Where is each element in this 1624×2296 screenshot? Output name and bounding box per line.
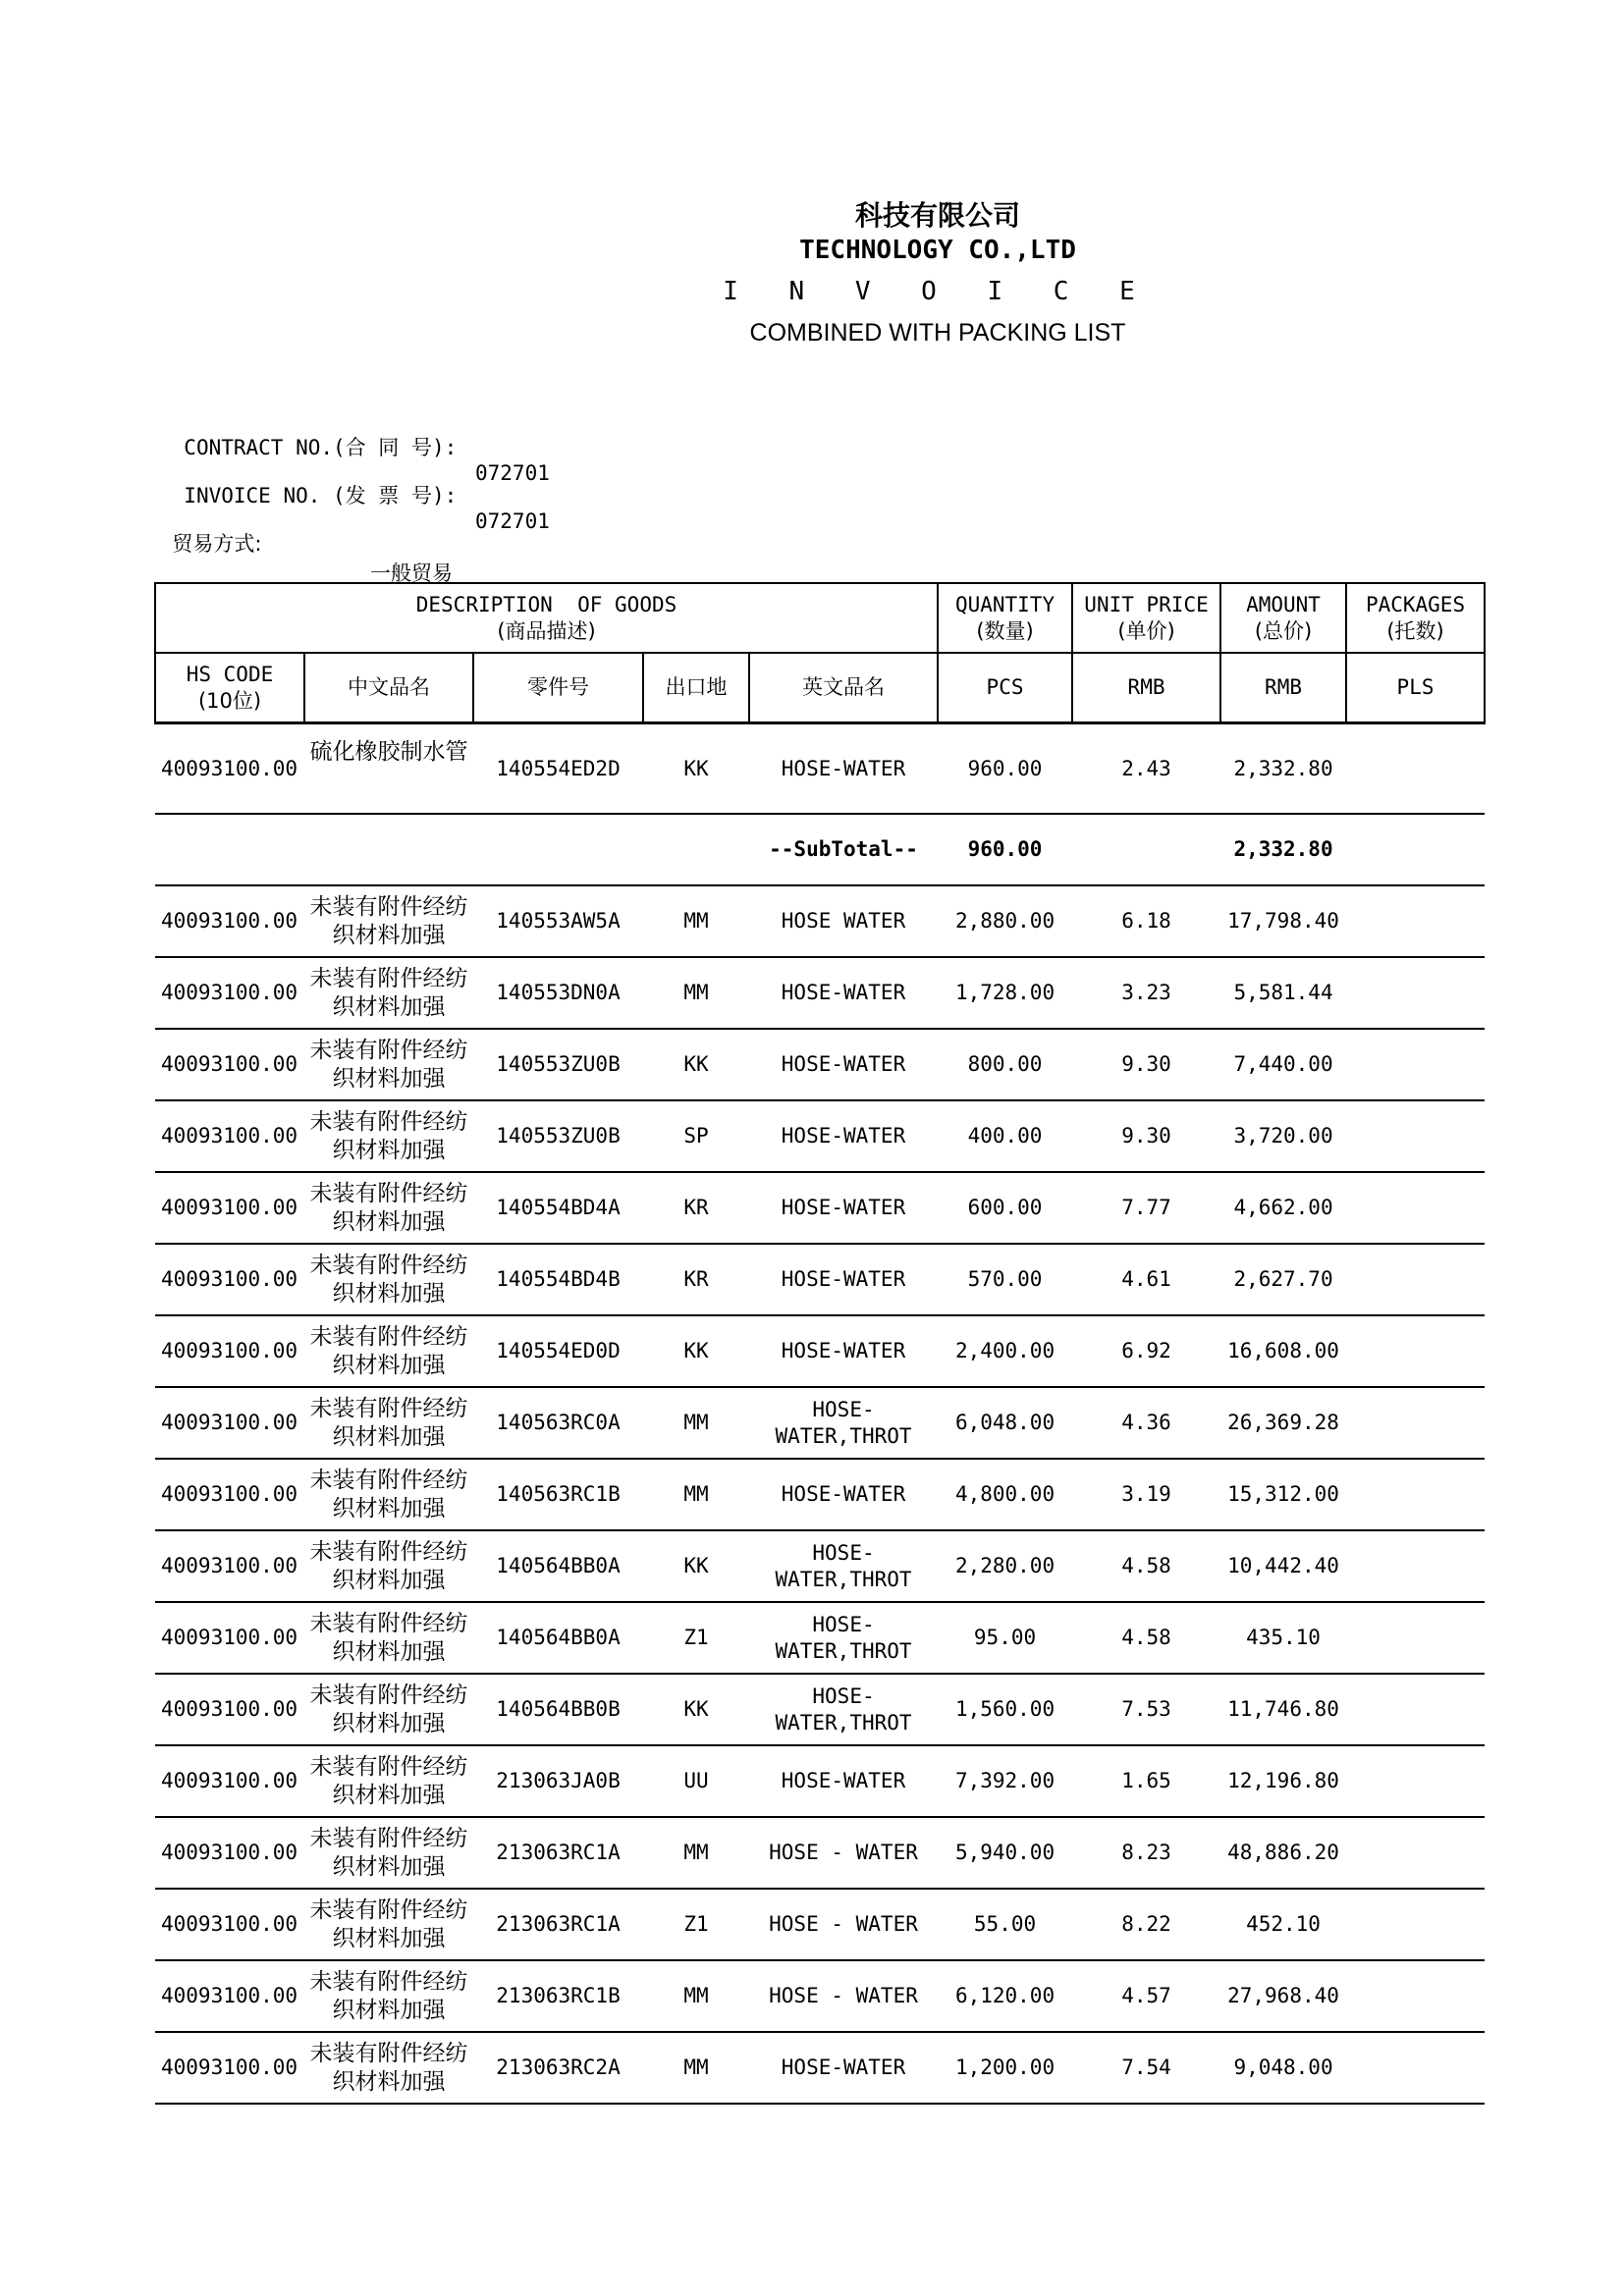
company-name-cn: 科技有限公司 [854,199,1020,232]
subtotal-row [155,814,1485,885]
unit-price-cell: 9.30 [1072,1029,1220,1100]
contract-value: 072701 [475,461,550,485]
cn-name-cell [304,723,473,815]
unit-price-cell: 4.36 [1072,1387,1220,1459]
invoice-value: 072701 [475,509,550,533]
packages-cell [1346,2032,1485,2104]
pcs-header: PCS [938,653,1072,723]
hs-code-cell: 40093100.00 [155,1315,304,1387]
hs-code-cell: 40093100.00 [155,1172,304,1244]
origin-cell: KK [643,1029,749,1100]
quantity-cell: 1,728.00 [938,957,1072,1029]
amount-cell: 48,886.20 [1220,1817,1346,1889]
cn-name-cell [304,1602,473,1674]
cn-name-cell [304,1459,473,1530]
cn-name-cell [304,1315,473,1387]
unit-price-cell: 3.23 [1072,957,1220,1029]
packages-cell [1346,957,1485,1029]
hs-code-cell: 40093100.00 [155,1602,304,1674]
table-row [155,957,1485,1029]
origin-cell: MM [643,1817,749,1889]
en-name-cell: HOSE WATER [749,885,938,957]
hs-code-cell: 40093100.00 [155,957,304,1029]
quantity-header [938,583,1072,653]
cn-name-text: 未装有附件经纺织材料加强 [309,1825,468,1880]
cn-name-cell [304,1960,473,2032]
part-no-cell: 213063RC1A [473,1817,643,1889]
table-header [155,583,1485,723]
part-no-cell: 140553AW5A [473,885,643,957]
subtotal-quantity: 960.00 [938,814,1072,885]
document-subtitle: COMBINED WITH PACKING LIST [749,319,1126,347]
cn-name-text: 未装有附件经纺织材料加强 [309,1180,468,1235]
hs-code-cell: 40093100.00 [155,1674,304,1745]
quantity-cell: 6,048.00 [938,1387,1072,1459]
amount-cell: 3,720.00 [1220,1100,1346,1172]
rmb-amount-header: RMB [1220,653,1346,723]
amount-cell: 11,746.80 [1220,1674,1346,1745]
quantity-cell: 960.00 [938,723,1072,815]
en-name-cell: HOSE-WATER [749,1459,938,1530]
cn-name-header: 中文品名 [304,653,473,723]
origin-cell: MM [643,2032,749,2104]
part-no-header: 零件号 [473,653,643,723]
cn-name-text: 未装有附件经纺织材料加强 [309,1467,468,1522]
part-no-cell: 140554BD4B [473,1244,643,1315]
trade-label: 贸易方式: [172,532,262,556]
invoice-table [154,582,1486,2105]
item-rows [155,885,1485,2104]
table-row [155,1602,1485,1674]
amount-cell: 435.10 [1220,1602,1346,1674]
cn-name-cell [304,1029,473,1100]
cn-name-cell [304,1172,473,1244]
en-name-cell: HOSE-WATER [749,723,938,815]
cn-name-cell [304,2032,473,2104]
quantity-cell: 4,800.00 [938,1459,1072,1530]
rmb-price-header: RMB [1072,653,1220,723]
part-no-cell: 140564BB0B [473,1674,643,1745]
en-name-cell: HOSE - WATER [749,1889,938,1960]
origin-header: 出口地 [643,653,749,723]
table-row [155,1674,1485,1745]
unit-price-cell: 7.77 [1072,1172,1220,1244]
origin-cell: SP [643,1100,749,1172]
quantity-cell: 1,200.00 [938,2032,1072,2104]
cn-name-text: 硫化橡胶制水管 [309,739,468,765]
unit-price-cell: 9.30 [1072,1100,1220,1172]
cn-name-cell [304,1244,473,1315]
hs-code-cell: 40093100.00 [155,723,304,815]
cn-name-text: 未装有附件经纺织材料加强 [309,2040,468,2095]
part-no-cell: 140563RC0A [473,1387,643,1459]
table-body [155,723,1485,886]
quantity-cell: 570.00 [938,1244,1072,1315]
hs-code-cell: 40093100.00 [155,1244,304,1315]
hs-code-label-cn: (10位) [197,688,262,713]
pls-header: PLS [1346,653,1485,723]
amount-cell: 27,968.40 [1220,1960,1346,2032]
unit-price-cell: 2.43 [1072,723,1220,815]
unit-price-cell: 1.65 [1072,1745,1220,1817]
hs-code-cell: 40093100.00 [155,1459,304,1530]
table-row [155,1889,1485,1960]
unit-price-header [1072,583,1220,653]
cn-name-text: 未装有附件经纺织材料加强 [309,1395,468,1450]
en-name-cell: HOSE-WATER,THROT [749,1602,938,1674]
packages-label-cn: (托数) [1386,618,1444,643]
unit-price-cell: 4.58 [1072,1530,1220,1602]
origin-cell: MM [643,1459,749,1530]
subtotal-label: --SubTotal-- [749,814,938,885]
quantity-cell: 5,940.00 [938,1817,1072,1889]
table-row [155,1172,1485,1244]
table-row [155,1745,1485,1817]
table-row [155,1315,1485,1387]
quantity-label-cn: (数量) [976,618,1034,643]
origin-cell: UU [643,1745,749,1817]
part-no-cell: 140553DN0A [473,957,643,1029]
quantity-cell: 7,392.00 [938,1745,1072,1817]
table-row [155,723,1485,815]
cn-name-text: 未装有附件经纺织材料加强 [309,1896,468,1951]
table-row [155,1459,1485,1530]
origin-cell: MM [643,957,749,1029]
table-row [155,1100,1485,1172]
quantity-cell: 1,560.00 [938,1674,1072,1745]
amount-cell: 17,798.40 [1220,885,1346,957]
origin-cell: KR [643,1244,749,1315]
part-no-cell: 140554BD4A [473,1172,643,1244]
unit-price-cell: 6.92 [1072,1315,1220,1387]
quantity-cell: 95.00 [938,1602,1072,1674]
part-no-cell: 213063JA0B [473,1745,643,1817]
hs-code-cell: 40093100.00 [155,1100,304,1172]
part-no-cell: 213063RC1B [473,1960,643,2032]
amount-label: AMOUNT [1246,592,1321,616]
packages-cell [1346,1029,1485,1100]
origin-cell: MM [643,1960,749,2032]
cn-name-text: 未装有附件经纺织材料加强 [309,1323,468,1378]
table-row [155,1530,1485,1602]
unit-price-cell: 8.23 [1072,1817,1220,1889]
en-name-cell: HOSE-WATER,THROT [749,1530,938,1602]
part-no-cell: 140554ED0D [473,1315,643,1387]
hs-code-cell: 40093100.00 [155,1960,304,2032]
en-name-cell: HOSE - WATER [749,1960,938,2032]
cn-name-cell [304,1100,473,1172]
en-name-cell: HOSE-WATER [749,1315,938,1387]
quantity-cell: 800.00 [938,1029,1072,1100]
cn-name-cell [304,957,473,1029]
en-name-cell: HOSE-WATER [749,1029,938,1100]
packages-cell [1346,1530,1485,1602]
unit-price-cell: 3.19 [1072,1459,1220,1530]
amount-cell: 2,627.70 [1220,1244,1346,1315]
en-name-cell: HOSE-WATER [749,1745,938,1817]
trade-mode [159,505,453,585]
unit-price-cell: 7.53 [1072,1674,1220,1745]
table-row [155,1960,1485,2032]
hs-code-cell: 40093100.00 [155,1745,304,1817]
description-header [155,583,938,653]
cn-name-text: 未装有附件经纺织材料加强 [309,1968,468,2023]
origin-cell: KR [643,1172,749,1244]
packages-label: PACKAGES [1365,592,1466,616]
part-no-cell: 140554ED2D [473,723,643,815]
invoice-label: INVOICE NO. (发 票 号): [184,484,458,507]
part-no-cell: 140553ZU0B [473,1029,643,1100]
en-name-header: 英文品名 [749,653,938,723]
quantity-cell: 2,400.00 [938,1315,1072,1387]
origin-cell: Z1 [643,1889,749,1960]
description-label-cn: (商品描述) [497,618,596,643]
cn-name-text: 未装有附件经纺织材料加强 [309,1037,468,1092]
hs-code-label: HS CODE [186,662,274,686]
part-no-cell: 213063RC2A [473,2032,643,2104]
packages-cell [1346,1100,1485,1172]
cn-name-cell [304,1387,473,1459]
amount-cell: 7,440.00 [1220,1029,1346,1100]
packages-header [1346,583,1485,653]
part-no-cell: 140553ZU0B [473,1100,643,1172]
origin-cell: MM [643,885,749,957]
quantity-cell: 400.00 [938,1100,1072,1172]
cn-name-text: 未装有附件经纺织材料加强 [309,1610,468,1665]
amount-cell: 16,608.00 [1220,1315,1346,1387]
quantity-cell: 6,120.00 [938,1960,1072,2032]
amount-cell: 5,581.44 [1220,957,1346,1029]
cn-name-cell [304,1889,473,1960]
cn-name-text: 未装有附件经纺织材料加强 [309,1538,468,1593]
amount-cell: 12,196.80 [1220,1745,1346,1817]
origin-cell: KK [643,1530,749,1602]
hs-code-cell: 40093100.00 [155,1029,304,1100]
part-no-cell: 213063RC1A [473,1889,643,1960]
en-name-cell: HOSE-WATER [749,2032,938,2104]
unit-price-label: UNIT PRICE [1084,592,1209,616]
subtotal-amount: 2,332.80 [1220,814,1346,885]
packages-cell [1346,1674,1485,1745]
quantity-cell: 2,280.00 [938,1530,1072,1602]
document-title: I N V O I C E [723,277,1153,306]
hs-code-cell: 40093100.00 [155,1817,304,1889]
en-name-cell: HOSE - WATER [749,1817,938,1889]
hs-code-cell: 40093100.00 [155,1889,304,1960]
packages-cell [1346,885,1485,957]
table-row [155,1029,1485,1100]
cn-name-cell [304,1817,473,1889]
origin-cell: MM [643,1387,749,1459]
origin-cell: KK [643,1315,749,1387]
en-name-cell: HOSE-WATER,THROT [749,1674,938,1745]
packages-cell [1346,723,1485,815]
amount-cell: 10,442.40 [1220,1530,1346,1602]
hs-code-cell: 40093100.00 [155,2032,304,2104]
cn-name-text: 未装有附件经纺织材料加强 [309,1682,468,1736]
packages-cell [1346,1960,1485,2032]
company-name-en: TECHNOLOGY CO.,LTD [799,236,1076,265]
part-no-cell: 140564BB0A [473,1530,643,1602]
packages-cell [1346,1602,1485,1674]
description-label: DESCRIPTION OF GOODS [415,592,677,616]
hs-code-header [155,653,304,723]
part-no-cell: 140564BB0A [473,1602,643,1674]
quantity-label: QUANTITY [954,592,1056,616]
origin-cell: KK [643,723,749,815]
hs-code-cell: 40093100.00 [155,1387,304,1459]
amount-label-cn: (总价) [1254,618,1313,643]
part-no-cell: 140563RC1B [473,1459,643,1530]
unit-price-cell: 4.58 [1072,1602,1220,1674]
quantity-cell: 600.00 [938,1172,1072,1244]
en-name-cell: HOSE-WATER,THROT [749,1387,938,1459]
en-name-cell: HOSE-WATER [749,1172,938,1244]
trade-value: 一般贸易 [370,561,453,585]
amount-cell: 15,312.00 [1220,1459,1346,1530]
cn-name-cell [304,1674,473,1745]
packages-cell [1346,1459,1485,1530]
table-row [155,2032,1485,2104]
table-row [155,1817,1485,1889]
cn-name-text: 未装有附件经纺织材料加强 [309,893,468,948]
cn-name-text: 未装有附件经纺织材料加强 [309,1753,468,1808]
quantity-cell: 55.00 [938,1889,1072,1960]
unit-price-cell: 8.22 [1072,1889,1220,1960]
unit-price-cell: 4.57 [1072,1960,1220,2032]
cn-name-cell [304,1530,473,1602]
en-name-cell: HOSE-WATER [749,1100,938,1172]
amount-cell: 452.10 [1220,1889,1346,1960]
origin-cell: KK [643,1674,749,1745]
packages-cell [1346,1244,1485,1315]
packages-cell [1346,1889,1485,1960]
unit-price-label-cn: (单价) [1117,618,1175,643]
table-row [155,1387,1485,1459]
cn-name-text: 未装有附件经纺织材料加强 [309,965,468,1020]
packages-cell [1346,1745,1485,1817]
amount-cell: 9,048.00 [1220,2032,1346,2104]
en-name-cell: HOSE-WATER [749,1244,938,1315]
hs-code-cell: 40093100.00 [155,1530,304,1602]
cn-name-text: 未装有附件经纺织材料加强 [309,1108,468,1163]
cn-name-cell [304,1745,473,1817]
unit-price-cell: 4.61 [1072,1244,1220,1315]
cn-name-cell [304,885,473,957]
origin-cell: Z1 [643,1602,749,1674]
contract-label: CONTRACT NO.(合 同 号): [184,436,458,459]
en-name-cell: HOSE-WATER [749,957,938,1029]
unit-price-cell: 6.18 [1072,885,1220,957]
table-row [155,1244,1485,1315]
packages-cell [1346,1387,1485,1459]
amount-cell: 2,332.80 [1220,723,1346,815]
packages-cell [1346,1817,1485,1889]
table-row [155,885,1485,957]
amount-cell: 4,662.00 [1220,1172,1346,1244]
amount-header [1220,583,1346,653]
unit-price-cell: 7.54 [1072,2032,1220,2104]
quantity-cell: 2,880.00 [938,885,1072,957]
hs-code-cell: 40093100.00 [155,885,304,957]
packages-cell [1346,1172,1485,1244]
packages-cell [1346,1315,1485,1387]
amount-cell: 26,369.28 [1220,1387,1346,1459]
cn-name-text: 未装有附件经纺织材料加强 [309,1252,468,1307]
